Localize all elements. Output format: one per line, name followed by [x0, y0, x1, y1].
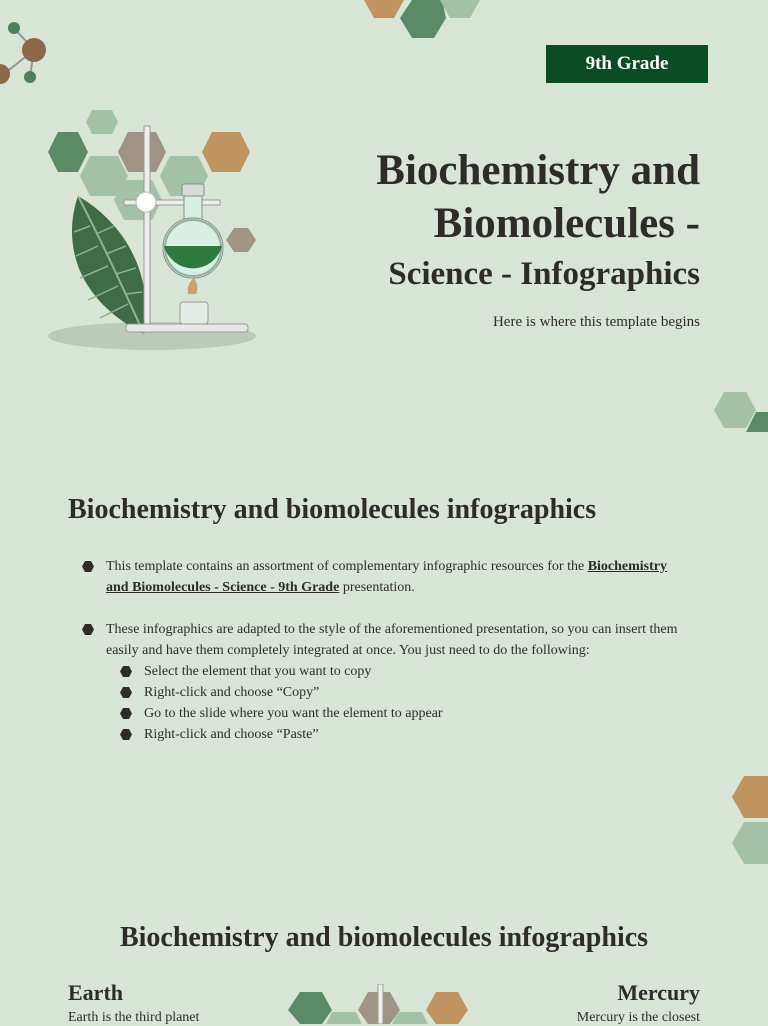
list-item	[106, 661, 680, 682]
step-text: Select the element that you want to copy	[144, 664, 372, 679]
hexagon-bullet-icon	[82, 561, 94, 572]
tagline: Here is where this template begins	[492, 314, 700, 330]
hexagon-cluster-bottom	[286, 984, 476, 1024]
grade-badge: 9th Grade	[546, 45, 708, 83]
hexagon-bullet-icon	[120, 687, 132, 698]
step-text: Right-click and choose “Copy”	[144, 685, 320, 700]
lab-flask-with-leaf-icon	[34, 106, 260, 356]
section-heading: Biochemistry and biomolecules infographics	[68, 494, 597, 525]
mercury-text: Mercury is the closest	[576, 1010, 700, 1025]
steps-list	[106, 661, 680, 745]
step-text: Right-click and choose “Paste”	[144, 727, 319, 742]
hexagon-bullet-icon	[120, 666, 132, 677]
section-heading-2: Biochemistry and biomolecules infographics	[119, 922, 649, 953]
earth-title: Earth	[68, 980, 123, 1005]
hexagon-cluster-right	[712, 390, 768, 434]
list-item	[80, 619, 680, 745]
instruction-list	[80, 556, 680, 745]
list-item	[106, 724, 680, 745]
hexagon-bullet-icon	[82, 624, 94, 635]
bullet-text-end: presentation.	[339, 580, 415, 595]
bullet-text: These infographics are adapted to the style of the aforementioned presentation, so you can insert them easily and have them completely integrated at once. You just need to do the following:	[106, 622, 678, 658]
main-title: Biochemistry and Biomolecules -	[376, 147, 700, 247]
list-item	[106, 682, 680, 703]
hexagon-bullet-icon	[120, 729, 132, 740]
mercury-title: Mercury	[617, 980, 700, 1005]
presentation-link[interactable]: Biochemistry and Biomolecules - Science - 9th Grade	[106, 559, 668, 595]
list-item	[80, 556, 680, 598]
molecule-icon	[0, 14, 60, 94]
bullet-text: This template contains an assortment of complementary infographic resources for the	[106, 559, 588, 574]
earth-text: Earth is the third planet	[68, 1010, 200, 1025]
hexagon-cluster-right-lower	[732, 774, 768, 866]
subtitle: Science - Infographics	[388, 256, 700, 292]
step-text: Go to the slide where you want the element to appear	[144, 706, 443, 721]
hexagon-bullet-icon	[120, 708, 132, 719]
list-item	[106, 703, 680, 724]
hexagon-cluster-top	[360, 0, 490, 40]
